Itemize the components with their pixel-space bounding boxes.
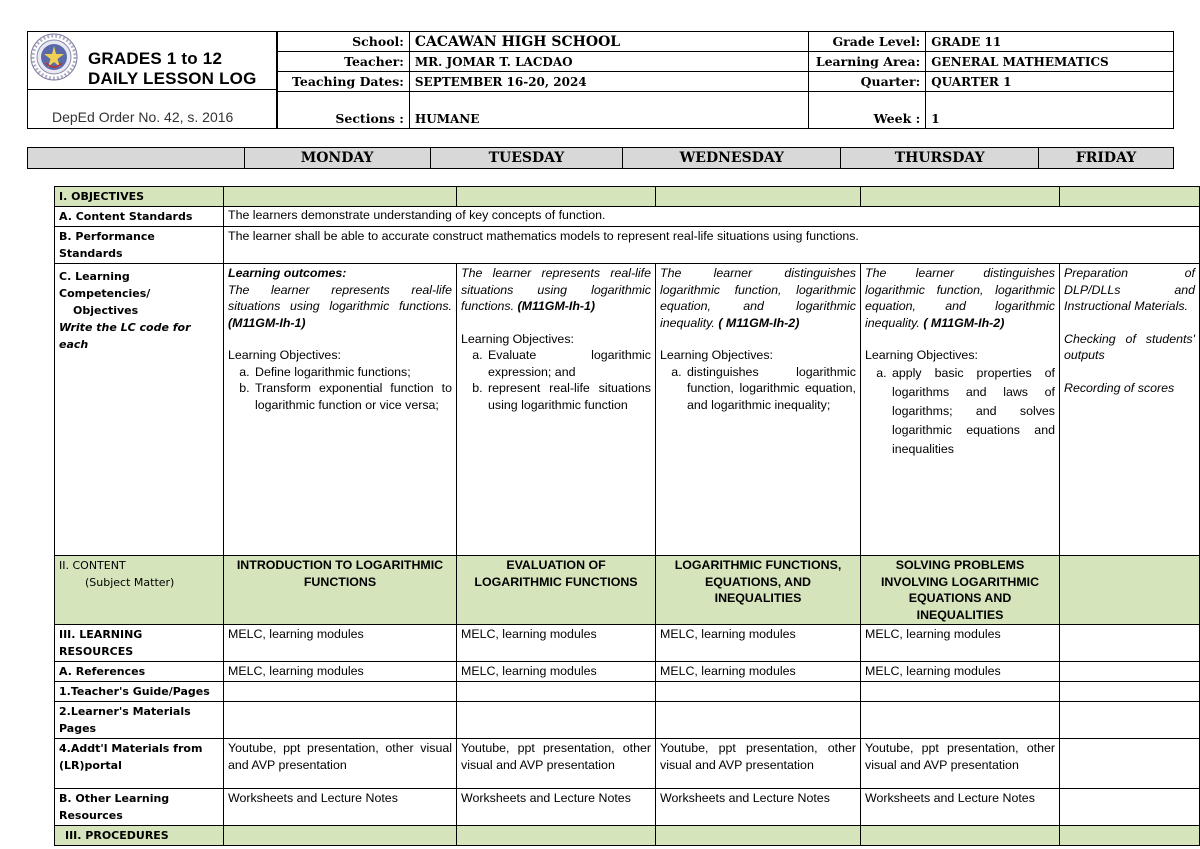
addtl-tuesday: Youtube, ppt presentation, other visual and AVP presentation bbox=[457, 739, 656, 789]
competency-tuesday bbox=[457, 264, 656, 556]
competency-thursday bbox=[861, 264, 1060, 556]
row-addtl-materials bbox=[55, 739, 1200, 789]
day-thursday: THURSDAY bbox=[841, 148, 1039, 169]
friday-item: Checking of students' outputs bbox=[1064, 331, 1195, 362]
topic-friday bbox=[1060, 556, 1200, 625]
row-objectives bbox=[55, 187, 1200, 207]
days-header bbox=[27, 147, 1174, 169]
value-teacher: MR. JOMAR T. LACDAO bbox=[409, 52, 808, 72]
label-week: Week : bbox=[809, 92, 926, 129]
monday-obj-item: a. Define logarithmic functions; bbox=[253, 364, 452, 381]
label-school: School: bbox=[278, 32, 410, 52]
day-tuesday: TUESDAY bbox=[430, 148, 623, 169]
day-friday: FRIDAY bbox=[1039, 148, 1174, 169]
monday-obj-heading: Learning Objectives: bbox=[228, 348, 341, 362]
row-learners-materials bbox=[55, 702, 1200, 739]
wednesday-lc-code: ( M11GM-Ih-2) bbox=[718, 315, 800, 330]
row-teachers-guide bbox=[55, 682, 1200, 702]
deped-order: DepEd Order No. 42, s. 2016 bbox=[52, 109, 234, 125]
day-wednesday: WEDNESDAY bbox=[623, 148, 841, 169]
tuesday-outcome-text: The learner represents real-life situations using logarithmic functions. (M11GM-Ih-1) bbox=[461, 266, 651, 313]
lr-monday: MELC, learning modules bbox=[224, 625, 457, 662]
header-meta-table bbox=[277, 31, 1174, 129]
friday-item: Recording of scores bbox=[1064, 380, 1175, 395]
title-grades: GRADES 1 to 12 bbox=[88, 49, 223, 68]
thursday-outcome-text: The learner distinguishes logarithmic function, logarithmic equation, and logarithmic inequality. ( M11GM-Ih-2) bbox=[865, 266, 1055, 330]
content-standards-text: The learners demonstrate understanding of key concepts of function. bbox=[224, 207, 1200, 227]
label-grade: Grade Level: bbox=[809, 32, 926, 52]
wednesday-obj-heading: Learning Objectives: bbox=[660, 348, 773, 362]
thursday-lc-code: ( M11GM-Ih-2) bbox=[923, 315, 1005, 330]
thursday-obj-item: a. apply basic properties of logarithms and laws of logarithms; and solves logarithmic equations and inequalities bbox=[890, 364, 1055, 459]
label-content bbox=[55, 556, 224, 625]
deped-seal-icon bbox=[30, 33, 78, 81]
tuesday-obj-item: a. Evaluate logarithmic expression; and bbox=[486, 347, 651, 380]
label-objectives: I. OBJECTIVES bbox=[55, 187, 224, 207]
row-learning-resources bbox=[55, 625, 1200, 662]
ref-monday: MELC, learning modules bbox=[224, 662, 457, 682]
lr-wednesday: MELC, learning modules bbox=[656, 625, 861, 662]
row-other-resources bbox=[55, 789, 1200, 826]
other-monday: Worksheets and Lecture Notes bbox=[224, 789, 457, 826]
label-content-1: II. CONTENT bbox=[59, 559, 126, 572]
ref-thursday: MELC, learning modules bbox=[861, 662, 1060, 682]
label-addtl-materials: 4.Addt'l Materials from (LR)portal bbox=[55, 739, 224, 789]
performance-standards-text: The learner shall be able to accurate construct mathematics models to represent real-life situations using functions. bbox=[224, 227, 1200, 264]
title-daily-lesson-log: DAILY LESSON LOG bbox=[88, 69, 257, 88]
topic-monday: INTRODUCTION TO LOGARITHMIC FUNCTIONS bbox=[224, 556, 457, 625]
label-quarter: Quarter: bbox=[809, 72, 926, 92]
row-content bbox=[55, 556, 1200, 625]
label-content-standards: A. Content Standards bbox=[55, 207, 224, 227]
ref-tuesday: MELC, learning modules bbox=[457, 662, 656, 682]
thursday-obj-heading: Learning Objectives: bbox=[865, 348, 978, 362]
topic-tuesday: EVALUATION OF LOGARITHMIC FUNCTIONS bbox=[457, 556, 656, 625]
day-monday: MONDAY bbox=[244, 148, 430, 169]
row-references bbox=[55, 662, 1200, 682]
addtl-wednesday: Youtube, ppt presentation, other visual and AVP presentation bbox=[656, 739, 861, 789]
other-tuesday: Worksheets and Lecture Notes bbox=[457, 789, 656, 826]
competency-wednesday bbox=[656, 264, 861, 556]
value-quarter: QUARTER 1 bbox=[926, 72, 1174, 92]
wednesday-outcome-text: The learner distinguishes logarithmic function, logarithmic equation, and logarithmic inequality. ( M11GM-Ih-2) bbox=[660, 266, 856, 330]
label-references: A. References bbox=[55, 662, 224, 682]
value-school: CACAWAN HIGH SCHOOL bbox=[409, 32, 808, 52]
row-procedures bbox=[55, 826, 1200, 846]
monday-outcome-text: The learner represents real-life situations using logarithmic functions. (M11GM-Ih-1) bbox=[228, 282, 452, 330]
label-teacher: Teacher: bbox=[278, 52, 410, 72]
label-area: Learning Area: bbox=[809, 52, 926, 72]
label-other-resources: B. Other Learning Resources bbox=[55, 789, 224, 826]
monday-outcomes-heading: Learning outcomes: bbox=[228, 266, 347, 280]
label-learners-materials: 2.Learner's Materials Pages bbox=[55, 702, 224, 739]
other-thursday: Worksheets and Lecture Notes bbox=[861, 789, 1060, 826]
competency-monday bbox=[224, 264, 457, 556]
competency-friday bbox=[1060, 264, 1200, 556]
label-competencies-1: C. Learning Competencies/ bbox=[59, 270, 151, 300]
label-performance-standards: B. Performance Standards bbox=[55, 227, 224, 264]
monday-lc-code: (M11GM-Ih-1) bbox=[228, 315, 306, 330]
topic-thursday: SOLVING PROBLEMS INVOLVING LOGARITHMIC EQUATIONS AND INEQUALITIES bbox=[861, 556, 1060, 625]
label-competencies-3: Write the LC code for each bbox=[59, 321, 191, 351]
addtl-thursday: Youtube, ppt presentation, other visual and AVP presentation bbox=[861, 739, 1060, 789]
days-blank bbox=[28, 148, 245, 169]
label-competencies-2: Objectives bbox=[73, 304, 139, 317]
tuesday-obj-item: b. represent real-life situations using logarithmic function bbox=[486, 380, 651, 413]
value-sections: HUMANE bbox=[409, 92, 808, 129]
tuesday-lc-code: (M11GM-Ih-1) bbox=[517, 299, 596, 313]
label-sections: Sections : bbox=[278, 92, 410, 129]
topic-wednesday: LOGARITHMIC FUNCTIONS, EQUATIONS, AND INEQUALITIES bbox=[656, 556, 861, 625]
value-week: 1 bbox=[926, 92, 1174, 129]
row-competencies bbox=[55, 264, 1200, 556]
label-procedures: III. PROCEDURES bbox=[55, 826, 224, 846]
monday-obj-item: b. Transform exponential function to logarithmic function or vice versa; bbox=[253, 380, 452, 413]
value-area: GENERAL MATHEMATICS bbox=[926, 52, 1174, 72]
value-grade: GRADE 11 bbox=[926, 32, 1174, 52]
label-dates: Teaching Dates: bbox=[278, 72, 410, 92]
value-dates: SEPTEMBER 16-20, 2024 bbox=[409, 72, 808, 92]
tuesday-obj-heading: Learning Objectives: bbox=[461, 331, 574, 346]
label-competencies bbox=[55, 264, 224, 556]
addtl-monday: Youtube, ppt presentation, other visual and AVP presentation bbox=[224, 739, 457, 789]
friday-item: Preparation of DLP/DLLs and Instructional Materials. bbox=[1064, 266, 1195, 313]
lesson-table bbox=[54, 186, 1200, 846]
label-learning-resources: III. LEARNING RESOURCES bbox=[55, 625, 224, 662]
label-content-2: (Subject Matter) bbox=[85, 576, 175, 589]
wednesday-obj-item: a. distinguishes logarithmic function, logarithmic equation, and logarithmic inequality; bbox=[685, 364, 856, 414]
ref-wednesday: MELC, learning modules bbox=[656, 662, 861, 682]
other-wednesday: Worksheets and Lecture Notes bbox=[656, 789, 861, 826]
label-teachers-guide: 1.Teacher's Guide/Pages bbox=[55, 682, 224, 702]
row-performance-standards bbox=[55, 227, 1200, 264]
lr-thursday: MELC, learning modules bbox=[861, 625, 1060, 662]
row-content-standards bbox=[55, 207, 1200, 227]
lr-tuesday: MELC, learning modules bbox=[457, 625, 656, 662]
